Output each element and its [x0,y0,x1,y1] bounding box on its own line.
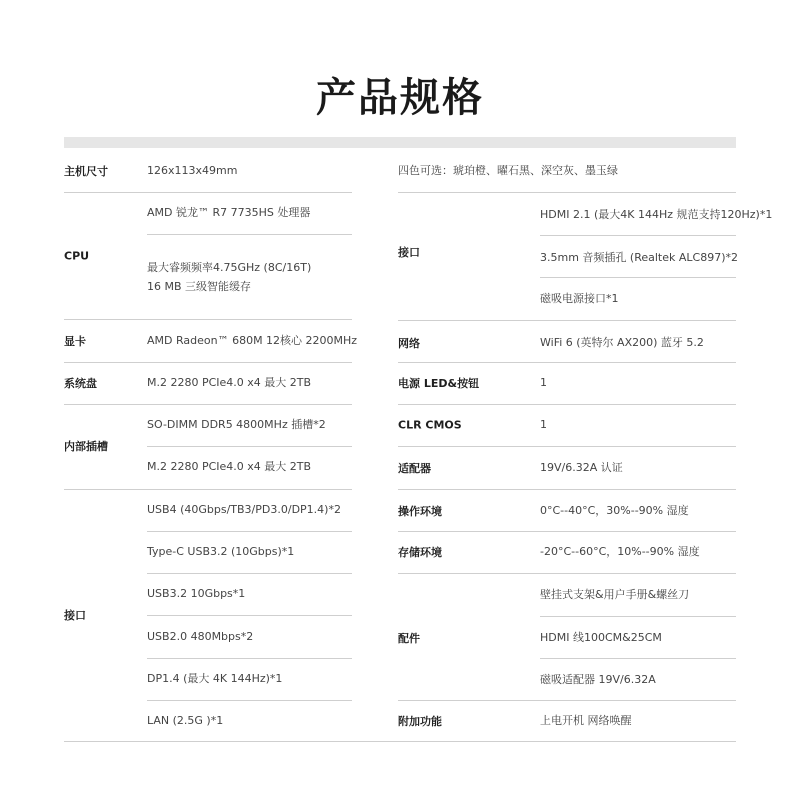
accessories-label: 配件 [398,632,420,645]
sub-row-divider [147,615,352,616]
internal-slots-label: 内部插槽 [64,440,108,453]
row-divider [398,192,736,193]
row-divider [398,700,736,701]
row-divider [398,320,736,321]
row-divider [398,446,736,447]
row-divider [398,573,736,574]
row-divider [64,319,352,320]
network-value: WiFi 6 (英特尔 AX200) 蓝牙 5.2 [540,336,704,349]
sub-row-divider [147,446,352,447]
accessory-item: 磁吸适配器 19V/6.32A [540,673,656,686]
hdmi-port: HDMI 2.1 (最大4K 144Hz 规范支持120Hz)*1 [540,208,773,221]
sub-row-divider [540,616,736,617]
storage-env-value: -20°C--60°C，10%--90% 湿度 [540,545,700,558]
extra-features-value: 上电开机 网络唤醒 [540,714,632,727]
header-divider-bar [64,137,736,148]
row-divider [398,404,736,405]
m2-slot-value: M.2 2280 PCIe4.0 x4 最大 2TB [147,460,312,473]
row-divider [398,531,736,532]
cpu-cache: 16 MB 三级智能缓存 [147,280,252,293]
power-port: 磁吸电源接口*1 [540,292,619,305]
color-options: 四色可选：琥珀橙、曜石黑、深空灰、墨玉绿 [398,164,618,177]
cpu-frequency: 最大睿频频率4.75GHz (8C/16T) [147,261,312,274]
system-disk-label: 系统盘 [64,377,97,390]
sub-row-divider [540,277,736,278]
port-item: USB3.2 10Gbps*1 [147,587,246,600]
port-item: DP1.4 (最大 4K 144Hz)*1 [147,672,283,685]
gpu-value: AMD Radeon™ 680M 12核心 2200MHz [147,334,358,347]
sub-row-divider [147,234,352,235]
adapter-label: 适配器 [398,462,431,475]
size-value: 126x113x49mm [147,164,238,177]
ram-slot-value: SO-DIMM DDR5 4800MHz 插槽*2 [147,418,326,431]
clr-cmos-value: 1 [540,418,547,431]
row-divider [64,404,352,405]
cpu-label: CPU [64,249,90,263]
table-bottom-border [64,741,736,742]
right-ports-label: 接口 [398,246,420,259]
port-item: LAN (2.5G )*1 [147,714,224,727]
network-label: 网络 [398,337,420,350]
row-divider [64,489,352,490]
sub-row-divider [147,573,352,574]
row-divider [398,362,736,363]
sub-row-divider [540,235,736,236]
port-item: USB2.0 480Mbps*2 [147,630,254,643]
storage-env-label: 存储环境 [398,546,442,559]
size-label: 主机尺寸 [64,165,108,178]
adapter-value: 19V/6.32A 认证 [540,461,623,474]
row-divider [398,489,736,490]
sub-row-divider [147,658,352,659]
system-disk-value: M.2 2280 PCIe4.0 x4 最大 2TB [147,376,312,389]
row-divider [64,192,352,193]
sub-row-divider [147,531,352,532]
ports-label: 接口 [64,609,86,622]
extra-features-label: 附加功能 [398,715,442,728]
port-item: Type-C USB3.2 (10Gbps)*1 [147,545,295,558]
row-divider [64,362,352,363]
accessory-item: HDMI 线100CM&25CM [540,631,662,644]
operating-env-value: 0°C--40°C，30%--90% 湿度 [540,504,689,517]
power-led-value: 1 [540,376,547,389]
gpu-label: 显卡 [64,335,86,348]
clr-cmos-label: CLR CMOS [398,418,462,432]
cpu-model: AMD 锐龙™ R7 7735HS 处理器 [147,206,311,219]
power-led-label: 电源 LED&按钮 [398,377,480,390]
operating-env-label: 操作环境 [398,505,442,518]
sub-row-divider [147,700,352,701]
sub-row-divider [540,658,736,659]
audio-port: 3.5mm 音频插孔 (Realtek ALC897)*2 [540,251,738,264]
accessory-item: 壁挂式支架&用户手册&螺丝刀 [540,588,690,601]
port-item: USB4 (40Gbps/TB3/PD3.0/DP1.4)*2 [147,503,341,516]
page-title: 产品规格 [316,75,484,121]
